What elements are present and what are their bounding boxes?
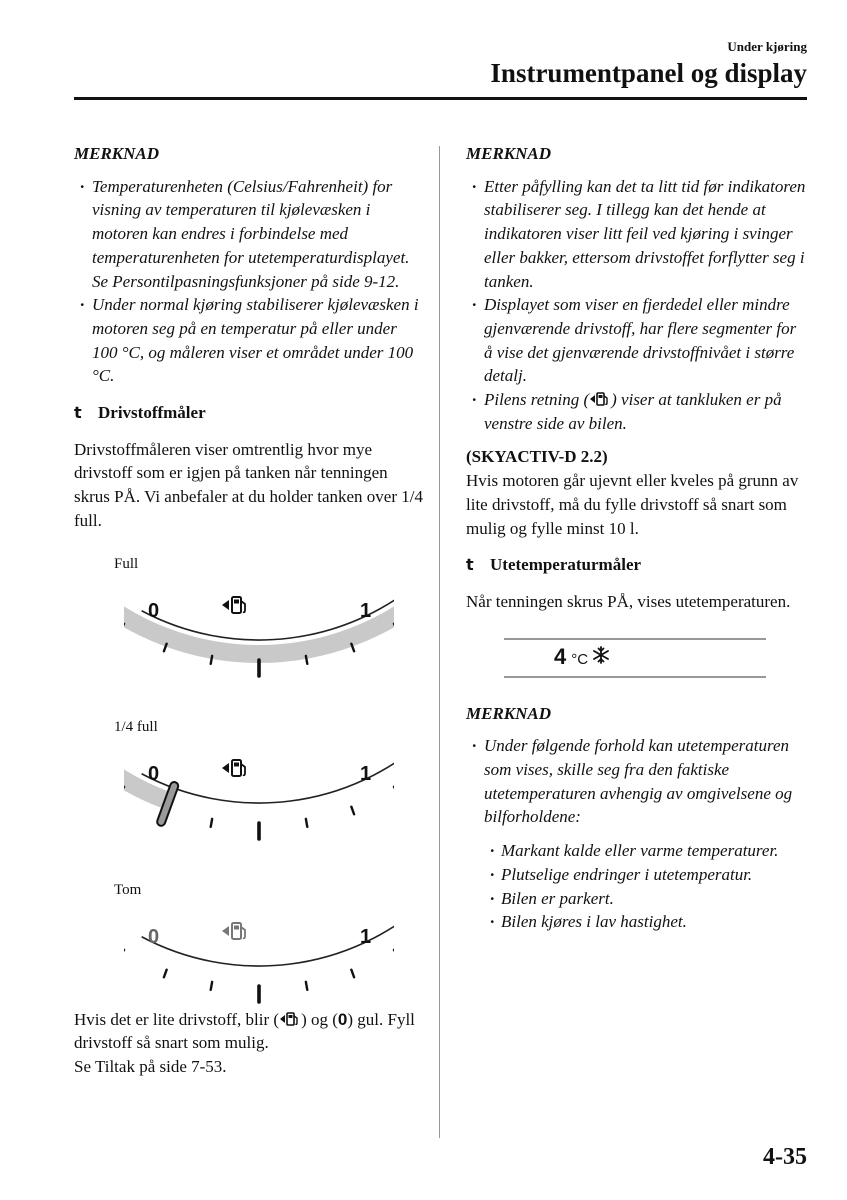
gauge-arc: [142, 901, 394, 965]
page-number: 4-35: [763, 1144, 807, 1170]
gauge-max-label: 1: [360, 599, 372, 622]
temp-unit: °C: [571, 650, 589, 668]
gauge-label: Tom: [114, 881, 142, 898]
fuel-arrow-icon: [222, 763, 229, 773]
gauge-tick: [211, 818, 212, 826]
fuel-gauge-full: [74, 553, 426, 713]
zero-mark: 0: [337, 1009, 348, 1029]
fuel-pump-window: [234, 599, 239, 603]
note-item: · Under normal kjøring stabiliserer kjølevæsken i motoren seg på en temperatur på eller under 100 °C, og måleren viser et området under 100 °C.: [74, 293, 426, 388]
low-fuel-text-part: Hvis det er lite drivstoff, blir (: [74, 1009, 280, 1029]
gauge-min-label: 0: [148, 762, 160, 785]
note-text: ) viser at tankluken er på venstre side av bilen.: [484, 390, 782, 433]
fuel-pump-window: [234, 762, 239, 766]
list-item: · Bilen er parkert.: [466, 887, 808, 911]
column-divider: [439, 146, 440, 1138]
header-rule: [74, 97, 807, 100]
skyactiv-heading: (SKYACTIV-D 2.2): [466, 447, 608, 467]
fuel-pump-body: [232, 597, 241, 613]
fuel-arrow-icon: [222, 926, 229, 936]
note-text: Temperaturenheten (Celsius/Fahrenheit) for visning av temperaturen til kjølevæsken i motoren kan endres i forbindelse med temperaturenheten for utetemperaturdisplayet.: [92, 176, 410, 267]
note-item: [466, 734, 808, 829]
fuel-arrow-icon: [222, 600, 229, 610]
right-column: [466, 142, 808, 934]
gauge-tick: [306, 655, 307, 663]
note-list: [466, 175, 808, 436]
fuel-pump-icon: [222, 597, 245, 613]
fuel-pump-icon: [222, 760, 245, 776]
fuel-gauge-title: Drivstoffmåler: [98, 403, 206, 423]
note-item: [466, 388, 808, 435]
gauge-min-label: 0: [148, 599, 160, 622]
fuel-level-bar: [124, 755, 169, 801]
gauge-tick: [306, 818, 307, 826]
note-item: · Etter påfylling kan det ta litt tid før indikatoren stabiliserer seg. I tillegg kan det hende at indikatoren viser litt feil ved kjøring i svinger eller bakker, ettersom drivstoffet forflytter seg i tanken.: [466, 175, 808, 294]
note-heading: MERKNAD: [466, 703, 552, 723]
outside-temp-title: Utetemperaturmåler: [490, 555, 642, 575]
fuel-gauge-dial: [124, 575, 394, 685]
fuel-pump-icon: [222, 923, 245, 939]
list-item: · Markant kalde eller varme temperaturer.: [466, 839, 808, 863]
outside-temp-description: Når tenningen skrus PÅ, vises utetemperaturen.: [466, 591, 791, 611]
gauge-tick: [306, 981, 307, 989]
section-label: Under kjøring: [727, 39, 807, 54]
note-text: Under følgende forhold kan utetemperaturen som vises, skille seg fra den faktiske utetemperaturen avhengig av omgivelsene og bilforholdene:: [484, 736, 793, 827]
temp-readout: [554, 645, 610, 672]
fuel-gauge-heading: [74, 401, 426, 425]
note-item: [74, 175, 426, 294]
note-item: · Displayet som viser en fjerdedel eller mindre gjenværende drivstoff, har flere segmenter for å vise det gjenværende drivstoffnivået i større detalj.: [466, 293, 808, 388]
fuel-pump-window: [234, 925, 239, 929]
fuel-pump-body: [232, 760, 241, 776]
gauge-label: 1/4 full: [114, 718, 158, 735]
temp-value: 4: [554, 643, 567, 669]
list-item: · Bilen kjøres i lav hastighet.: [466, 910, 808, 934]
low-fuel-reference: Se Tiltak på side 7-53.: [74, 1056, 227, 1076]
low-fuel-text-part: ) og (: [301, 1009, 338, 1029]
fuel-gauge-empty: [74, 879, 426, 1019]
section-marker: t: [74, 403, 82, 423]
page-title: Instrumentpanel og display: [490, 58, 807, 88]
low-fuel-text-part: ) gul. Fyll drivstoff så snart som mulig.: [74, 1009, 415, 1053]
snowflake-icon: [592, 646, 610, 664]
note-list: [74, 175, 426, 388]
gauge-tick: [351, 969, 354, 977]
fuel-level-bar: [124, 592, 394, 654]
note-list: [466, 734, 808, 829]
gauge-arc: [142, 738, 394, 802]
fuel-arrow-icon: [589, 391, 611, 407]
outside-temp-display: [466, 638, 808, 678]
conditions-list: [466, 839, 808, 934]
gauge-min-label: 0: [148, 925, 160, 948]
left-column: [74, 142, 426, 1079]
section-marker: t: [466, 555, 474, 575]
note-text: Pilens retning (: [484, 390, 590, 410]
gauge-label: Full: [114, 555, 139, 572]
gauge-tick: [164, 969, 167, 977]
gauge-tick: [211, 981, 212, 989]
skyactiv-text: Hvis motoren går ujevnt eller kveles på grunn av lite drivstoff, må du fylle drivstoff så snart som mulig og fylle minst 10 l.: [466, 471, 799, 538]
note-heading: MERKNAD: [466, 144, 552, 163]
note-reference: Se Persontilpasningsfunksjoner på side 9-12.: [92, 271, 400, 291]
outside-temp-heading: [466, 553, 808, 577]
list-item: · Plutselige endringer i utetemperatur.: [466, 863, 808, 887]
fuel-gauge-dial: [124, 901, 394, 1011]
fuel-pump-body: [232, 923, 241, 939]
gauge-tick: [351, 806, 354, 814]
gauge-max-label: 1: [360, 925, 372, 948]
fuel-gauge-description: Drivstoffmåleren viser omtrentlig hvor mye drivstoff som er igjen på tanken når tenningen skrus PÅ. Vi anbefaler at du holder tanken over 1/4 full.: [74, 439, 423, 530]
fuel-gauge-quarter: [74, 716, 426, 879]
fuel-gauge-dial: [124, 738, 394, 848]
note-heading: MERKNAD: [74, 144, 160, 163]
gauge-tick: [211, 655, 212, 663]
gauge-max-label: 1: [360, 762, 372, 785]
temp-display-frame: [504, 638, 766, 678]
